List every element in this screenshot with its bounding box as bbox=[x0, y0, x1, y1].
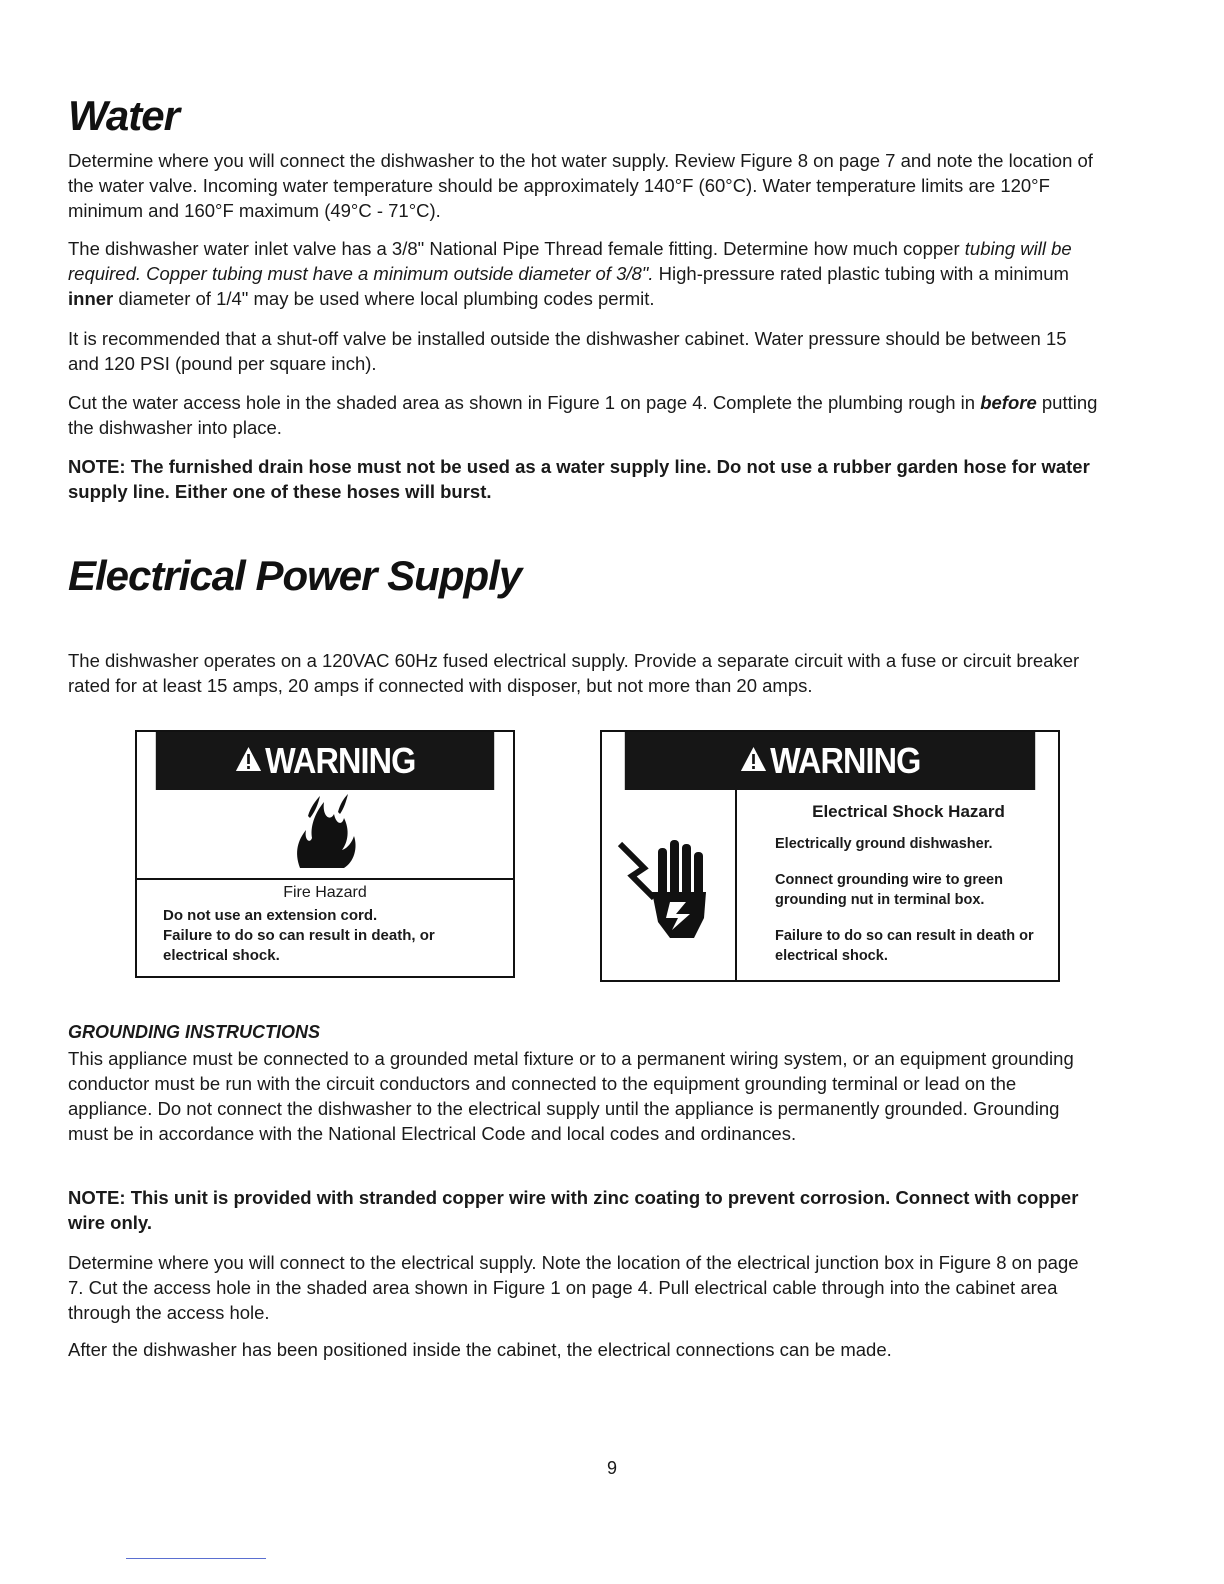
electrical-paragraph: The dishwasher operates on a 120VAC 60Hz fused electrical supply. Provide a separate circuit with a fuse or circuit breaker rated for at least 15 amps, 20 amps if connected with disposer, but not more than 20 amps. bbox=[68, 650, 1080, 696]
water-paragraph-1: Determine where you will connect the dishwasher to the hot water supply. Review Figure 8 on page 7 and note the location of the water valve. Incoming water temperature should be approximately 140°F (60°C). Water temperature limits are 120°F minimum and 160°F maximum (49°C - 71°C). bbox=[68, 150, 1093, 221]
shock-warning-header: WARNING bbox=[625, 732, 1035, 790]
shock-warning-box bbox=[600, 730, 1060, 982]
shock-line-2: Connect grounding wire to green grounding nut in terminal box. bbox=[775, 872, 1003, 908]
water-paragraph-4: Cut the water access hole in the shaded area as shown in Figure 1 on page 4. Complete the plumbing rough in before putting the dishwasher into place. bbox=[68, 392, 1098, 438]
fire-warning-box bbox=[135, 730, 515, 978]
shock-warning-body bbox=[602, 790, 1058, 980]
grounding-paragraph-3: After the dishwasher has been positioned inside the cabinet, the electrical connections can be made. bbox=[68, 1339, 892, 1360]
grounding-paragraph-2: Determine where you will connect to the electrical supply. Note the location of the electrical junction box in Figure 8 on page 7. Cut the access hole in the shaded area shown in Figure 1 on page 4. Pull electrical cable through into the cabinet area through the access hole. bbox=[68, 1252, 1079, 1323]
fire-icon-area bbox=[137, 790, 513, 880]
grounding-paragraph-1: This appliance must be connected to a grounded metal fixture or to a permanent wiring system, or an equipment grounding conductor must be run with the circuit conductors and connected to the equipment grounding terminal or lead on the appliance. Do not connect the dishwasher to the electrical supply until the appliance is permanently grounded. Grounding must be in accordance with the National Electrical Code and local codes and ordinances. bbox=[68, 1048, 1074, 1144]
electrical-heading: Electrical Power Supply bbox=[68, 552, 522, 599]
footer-rule bbox=[126, 1558, 266, 1559]
fire-hazard-text: Do not use an extension cord. Failure to do so can result in death, or electrical shock. bbox=[163, 907, 435, 964]
water-heading: Water bbox=[68, 92, 179, 139]
fire-warning-header: WARNING bbox=[156, 732, 494, 790]
fire-icon bbox=[280, 792, 370, 877]
fraction: 3/8" bbox=[391, 238, 425, 259]
shock-text-area bbox=[737, 790, 1058, 980]
fire-hazard-title: Fire Hazard bbox=[283, 884, 367, 901]
electric-shock-hand-icon bbox=[614, 818, 724, 953]
shock-line-1: Electrically ground dishwasher. bbox=[775, 836, 993, 852]
grounding-heading: GROUNDING INSTRUCTIONS bbox=[68, 1022, 320, 1042]
water-paragraph-3: It is recommended that a shut-off valve be installed outside the dishwasher cabinet. Water pressure should be between 15 and 120 PSI (pound per square inch). bbox=[68, 328, 1067, 374]
water-paragraph-2: The dishwasher water inlet valve has a 3/8" National Pipe Thread female fitting. Determine how much copper tubing will be required. Copper tubing must have a minimum outside diameter of 3/8". High-pressure rated plastic tubing with a minimum inner diameter of 1/4" may be used where local plumbing codes permit. bbox=[68, 238, 1072, 309]
water-note: NOTE: The furnished drain hose must not be used as a water supply line. Do not use a rubber garden hose for water supply line. Either one of these hoses will burst. bbox=[68, 456, 1090, 502]
page-number: 9 bbox=[606, 1458, 617, 1478]
shock-icon-area bbox=[602, 790, 737, 980]
grounding-note: NOTE: This unit is provided with stranded copper wire with zinc coating to prevent corrosion. Connect with copper wire only. bbox=[68, 1187, 1079, 1233]
warning-triangle-icon bbox=[235, 740, 262, 782]
shock-hazard-title: Electrical Shock Hazard bbox=[812, 802, 1005, 821]
warning-triangle-icon bbox=[740, 740, 767, 782]
shock-line-3: Failure to do so can result in death or electrical shock. bbox=[775, 928, 1034, 964]
